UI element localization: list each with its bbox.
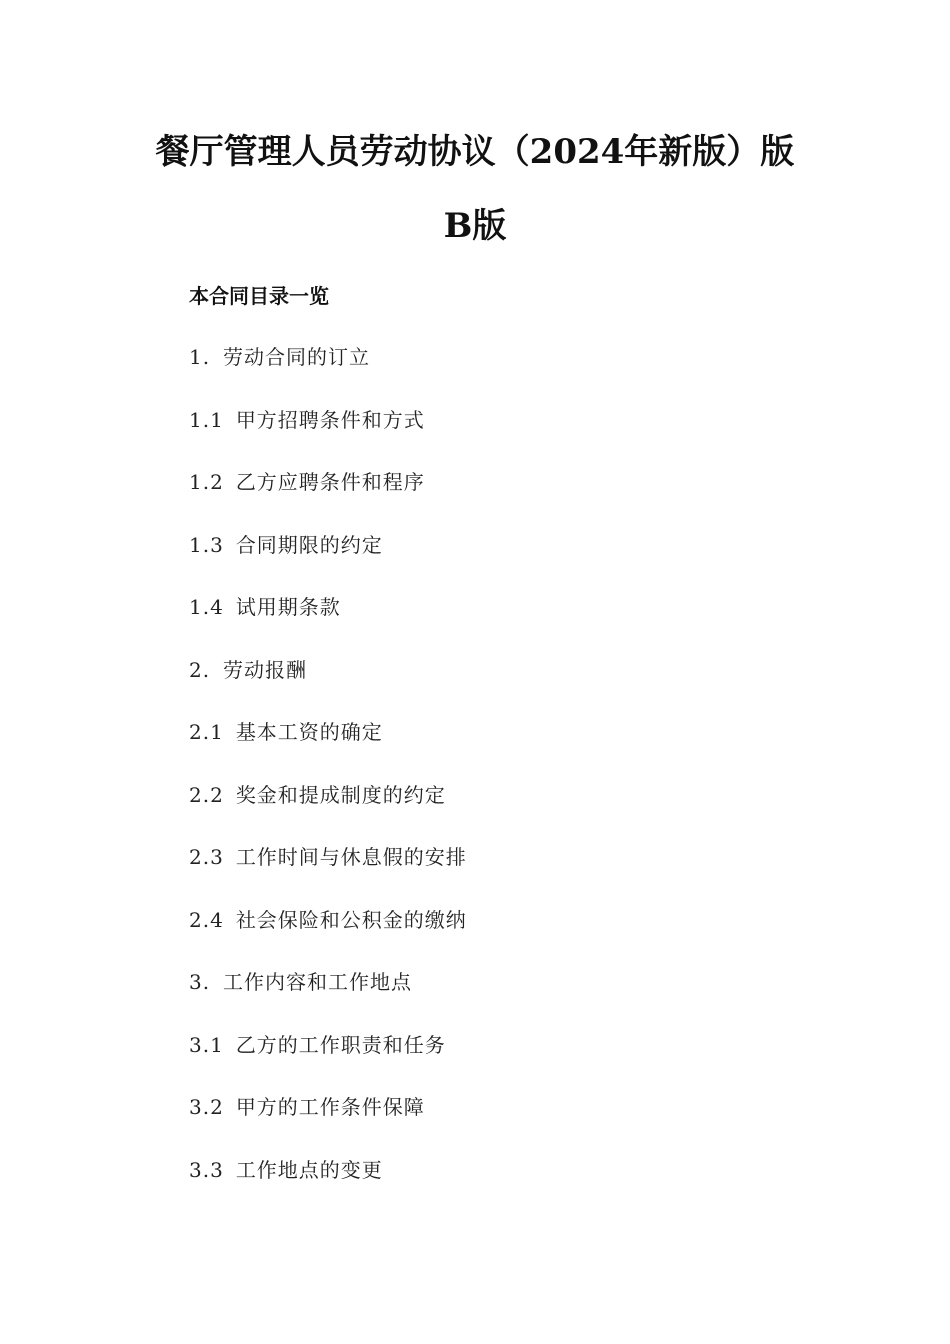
toc-item-label: 工作内容和工作地点 — [223, 970, 412, 994]
toc-item[interactable] — [189, 844, 889, 907]
toc-item[interactable] — [189, 782, 889, 845]
toc-item[interactable] — [189, 657, 889, 720]
toc-item[interactable] — [189, 469, 889, 532]
toc-item[interactable] — [189, 407, 889, 470]
toc-item-number: 1.2 — [189, 470, 224, 494]
toc-item-label: 奖金和提成制度的约定 — [235, 782, 446, 807]
toc-item-label: 劳动合同的订立 — [223, 345, 370, 369]
toc-item[interactable] — [189, 907, 889, 970]
toc-item[interactable] — [189, 719, 889, 782]
toc-item-number: 2.2 — [189, 782, 224, 807]
document-title: 餐厅管理人员劳动协议（2024年新版）版 — [155, 132, 795, 172]
toc-item-label: 乙方的工作职责和任务 — [235, 1032, 446, 1057]
document-title-version: B版 — [443, 206, 507, 246]
toc-item-label: 工作时间与休息假的安排 — [235, 845, 467, 869]
toc-item-number: 3. — [189, 970, 211, 994]
toc-item-number: 2. — [189, 657, 211, 682]
toc-item-number: 1.3 — [189, 532, 224, 557]
toc-item[interactable] — [189, 532, 889, 595]
toc-item-number: 1.4 — [189, 595, 224, 619]
toc-item[interactable] — [189, 344, 889, 407]
toc-item-label: 甲方招聘条件和方式 — [235, 407, 425, 432]
toc-item-label: 基本工资的确定 — [235, 720, 383, 744]
toc-heading: 本合同目录一览 — [189, 284, 329, 308]
toc-item[interactable] — [189, 1094, 889, 1157]
table-of-contents — [189, 344, 889, 1219]
toc-item-number: 3.3 — [189, 1157, 224, 1182]
toc-item-label: 合同期限的约定 — [235, 532, 383, 557]
toc-item-label: 乙方应聘条件和程序 — [235, 470, 425, 494]
toc-item-label: 甲方的工作条件保障 — [235, 1095, 425, 1119]
toc-item-number: 2.3 — [189, 845, 224, 869]
toc-item[interactable] — [189, 1157, 889, 1220]
toc-item[interactable] — [189, 1032, 889, 1095]
toc-item-number: 2.4 — [189, 907, 224, 932]
toc-item-label: 劳动报酬 — [223, 657, 307, 682]
toc-item[interactable] — [189, 594, 889, 657]
toc-item-number: 1.1 — [189, 407, 224, 432]
toc-item-number: 3.2 — [189, 1095, 224, 1119]
toc-item-number: 1. — [189, 345, 211, 369]
toc-item-label: 社会保险和公积金的缴纳 — [235, 907, 467, 932]
toc-item-label: 工作地点的变更 — [235, 1157, 383, 1182]
toc-item-label: 试用期条款 — [235, 595, 341, 619]
toc-item-number: 3.1 — [189, 1032, 224, 1057]
toc-item[interactable] — [189, 969, 889, 1032]
toc-item-number: 2.1 — [189, 720, 224, 744]
